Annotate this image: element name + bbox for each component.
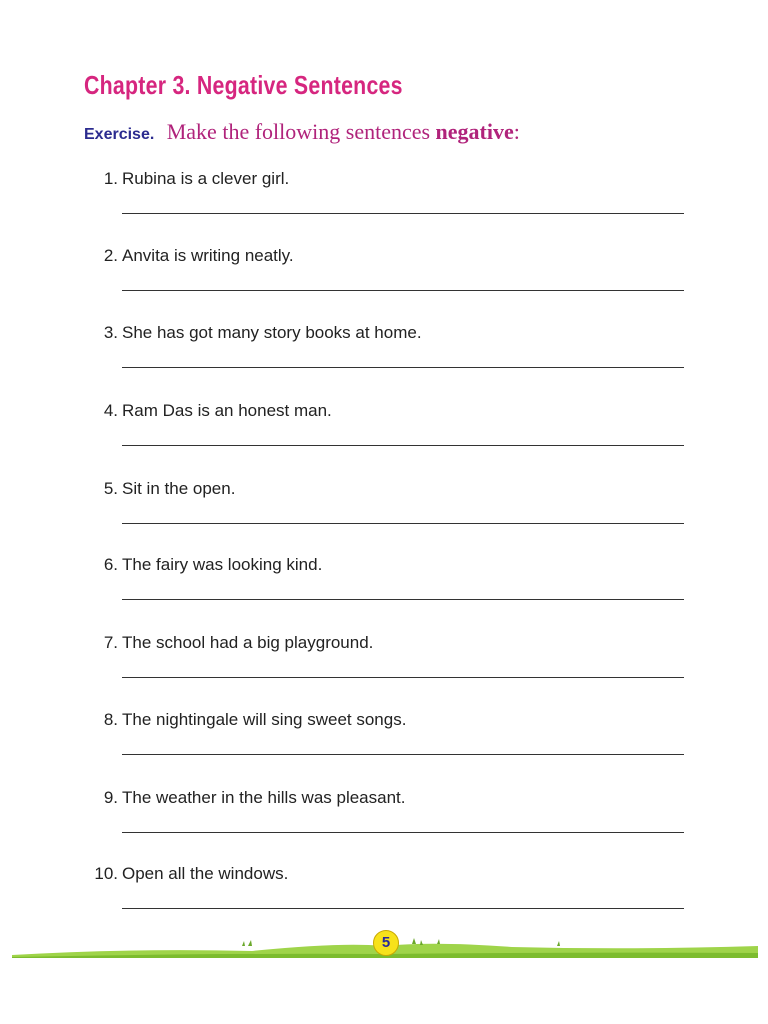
answer-line[interactable] xyxy=(122,908,684,909)
exercise-item xyxy=(0,323,768,393)
answer-line[interactable] xyxy=(122,290,684,291)
exercise-item xyxy=(0,710,768,780)
answer-line[interactable] xyxy=(122,832,684,833)
exercise-item xyxy=(0,555,768,625)
item-number: 1. xyxy=(103,169,118,188)
exercise-item xyxy=(0,401,768,471)
exercise-item xyxy=(0,788,768,858)
exercise-item xyxy=(0,633,768,703)
instruction-text xyxy=(167,119,520,144)
item-sentence: Ram Das is an honest man. xyxy=(122,401,332,420)
item-number: 8. xyxy=(103,710,118,729)
item-sentence: Sit in the open. xyxy=(122,479,236,498)
item-number: 6. xyxy=(103,555,118,574)
item-sentence: The weather in the hills was pleasant. xyxy=(122,788,406,807)
item-sentence: The fairy was looking kind. xyxy=(122,555,323,574)
item-number: 2. xyxy=(103,246,118,265)
answer-line[interactable] xyxy=(122,677,684,678)
chapter-title: Chapter 3. Negative Sentences xyxy=(84,70,403,100)
exercise-item xyxy=(0,479,768,549)
item-number: 7. xyxy=(103,633,118,652)
answer-line[interactable] xyxy=(122,445,684,446)
answer-line[interactable] xyxy=(122,599,684,600)
exercise-item xyxy=(0,169,768,239)
instruction-prefix: Make the following sentences xyxy=(166,119,436,144)
exercise-item xyxy=(0,246,768,316)
item-sentence: Open all the windows. xyxy=(122,864,289,883)
exercise-item xyxy=(0,864,768,934)
item-number: 10. xyxy=(94,864,118,883)
exercise-instruction xyxy=(84,119,520,145)
item-sentence: The nightingale will sing sweet songs. xyxy=(122,710,407,729)
answer-line[interactable] xyxy=(122,523,684,524)
item-number: 9. xyxy=(103,788,118,807)
item-number: 4. xyxy=(103,401,118,420)
item-number: 5. xyxy=(103,479,118,498)
item-sentence: Anvita is writing neatly. xyxy=(122,246,294,265)
item-sentence: Rubina is a clever girl. xyxy=(122,169,290,188)
page-number-badge: 5 xyxy=(373,930,399,956)
item-number: 3. xyxy=(103,323,118,342)
answer-line[interactable] xyxy=(122,213,684,214)
instruction-suffix: : xyxy=(513,119,520,144)
answer-line[interactable] xyxy=(122,754,684,755)
item-sentence: She has got many story books at home. xyxy=(122,323,422,342)
exercise-label: Exercise. xyxy=(84,126,155,143)
answer-line[interactable] xyxy=(122,367,684,368)
instruction-bold-word: negative xyxy=(435,119,514,144)
item-sentence: The school had a big playground. xyxy=(122,633,374,652)
